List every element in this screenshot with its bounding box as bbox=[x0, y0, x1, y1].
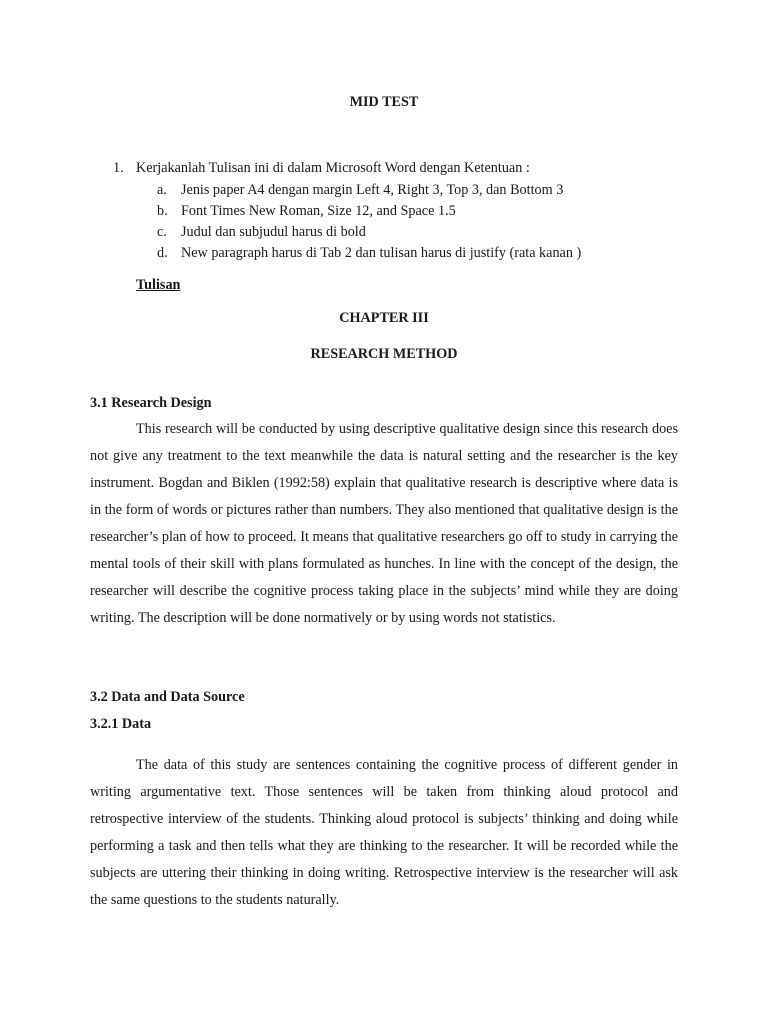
paragraph-research-design: This research will be conducted by using descriptive qualitative design since this research does not give any treatment to the text meanwhile the data is natural setting and the researcher is the key instrument. Bogdan and Biklen (1992:58) explain that qualitative research is descriptive where data is in the form of words or pictures rather than numbers. They also mentioned that qualitative design is the researcher’s plan of how to proceed. It means that qualitative researchers go off to study in carrying the mental tools of their skill with plans formulated as hunches. In line with the concept of the design, the researcher will describe the cognitive process taking place in the subjects’ mind while they are doing writing. The description will be done normatively or by using words not statistics. bbox=[90, 421, 678, 626]
chapter-title: RESEARCH METHOD bbox=[310, 346, 458, 362]
list-item bbox=[157, 203, 757, 220]
list-item bbox=[157, 182, 757, 199]
paragraph-data: The data of this study are sentences containing the cognitive process of different gender in writing argumentative text. Those sentences will be taken from thinking aloud protocol and retrospective interview of the students. Thinking aloud protocol is subjects’ thinking and doing while performing a task and then tells what they are thinking to the researcher. It will be recorded while the subjects are uttering their thinking in doing writing. Retrospective interview is the researcher will ask the same questions to the students naturally. bbox=[90, 757, 678, 908]
chapter-heading: CHAPTER III bbox=[339, 310, 429, 326]
document-title: MID TEST bbox=[349, 94, 419, 110]
tulisan-label: Tulisan bbox=[136, 277, 181, 293]
question-text: Kerjakanlah Tulisan ini di dalam Microsoft Word dengan Ketentuan : bbox=[136, 160, 530, 176]
list-item-letter: c. bbox=[157, 224, 167, 240]
question-number: 1. bbox=[113, 160, 124, 176]
list-item-letter: b. bbox=[157, 203, 168, 219]
list-item-text: Jenis paper A4 dengan margin Left 4, Right 3, Top 3, dan Bottom 3 bbox=[181, 182, 564, 198]
list-item-letter: a. bbox=[157, 182, 167, 198]
list-item bbox=[157, 245, 757, 262]
list-item bbox=[157, 224, 757, 241]
list-item-text: Font Times New Roman, Size 12, and Space 1.5 bbox=[181, 203, 456, 219]
list-item-letter: d. bbox=[157, 245, 168, 261]
section-heading-3-2: 3.2 Data and Data Source bbox=[90, 689, 245, 705]
list-item-text: New paragraph harus di Tab 2 dan tulisan harus di justify (rata kanan ) bbox=[181, 245, 582, 261]
list-item-text: Judul dan subjudul harus di bold bbox=[181, 224, 366, 240]
section-heading-3-1: 3.1 Research Design bbox=[90, 395, 212, 411]
section-heading-3-2-1: 3.2.1 Data bbox=[90, 716, 152, 732]
